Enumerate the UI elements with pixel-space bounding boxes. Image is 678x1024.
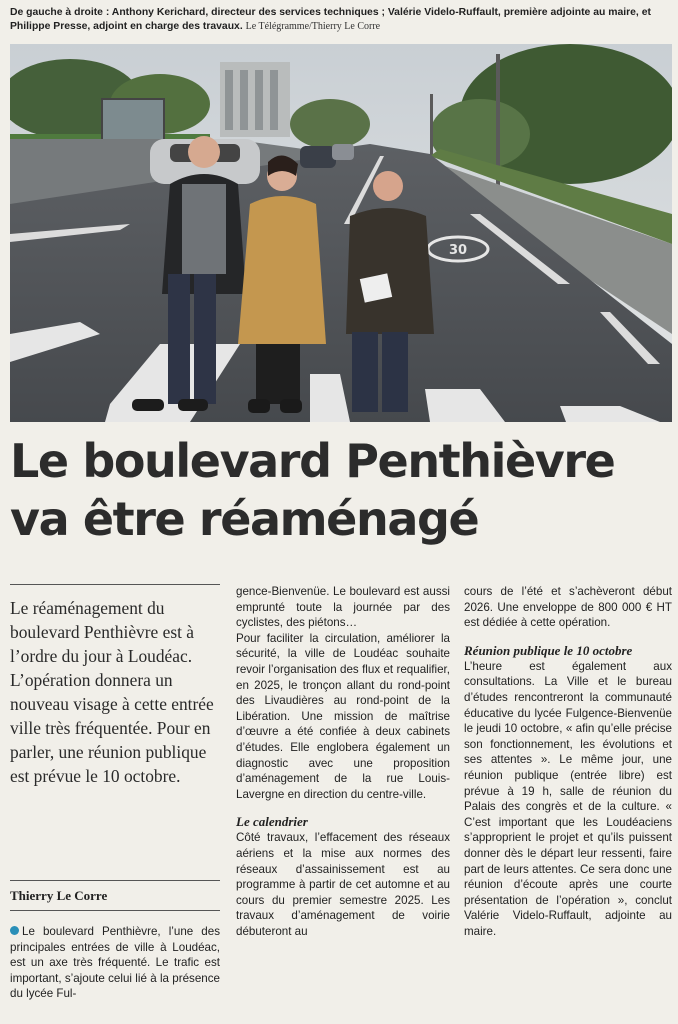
lead-top-rule bbox=[10, 584, 220, 585]
article-column-1 bbox=[10, 924, 220, 1002]
body-paragraph: cours de l’été et s’achèveront début 2026. Une enveloppe de 800 000 € HT est dédiée à cette opération. bbox=[464, 585, 672, 630]
street-photo bbox=[10, 44, 672, 422]
body-paragraph: gence-Bienvenüe. Le boulevard est aussi emprunté toute la journée par des cyclistes, des piétons… bbox=[236, 585, 450, 630]
headline-line-1: Le boulevard Penthièvre bbox=[10, 434, 615, 488]
article-column-2 bbox=[236, 584, 450, 939]
headline-line-2: va être réaménagé bbox=[10, 492, 479, 546]
photo-caption bbox=[10, 6, 672, 34]
body-paragraph: Côté travaux, l’effacement des réseaux aériens et la mise aux normes des réseaux d’assainissement est au programme à partir de cet automne et au cours du premier semestre 2025. Les travaux d’aménagement de voirie débuteront au bbox=[236, 831, 450, 938]
street-photo-illustration bbox=[10, 44, 672, 422]
paragraph-bullet-icon bbox=[10, 926, 19, 935]
body-paragraph: L’heure est également aux consultations. La Ville et le bureau d’études rencontreront la communauté éducative du lycée Fulgence-Bienvenüe le jeudi 10 octobre, « afin qu’elle précise son fonctionnement, les évolutions et ses attentes ». Le même jour, une réunion publique (entrée libre) est prévue à 19 h, salle de réunion du Palais des congrès et de la culture. « C’est important que les Loudéaciens s’approprient le projet et qu’ils puissent donner dès le départ leur ressenti, faire part de leurs attentes. Ce sera donc une réunion d’écoute après une courte présentation de l’opération », conclut Valérie Videlo-Ruffault, adjointe au maire. bbox=[464, 659, 672, 938]
body-paragraph: Le boulevard Penthièvre, l’une des principales entrées de ville à Loudéac, est un axe très fréquenté. Le trafic est important, s’ajoute celui lié à la présence du lycée Ful- bbox=[10, 925, 220, 1001]
headline bbox=[10, 432, 672, 548]
body-paragraph: Pour faciliter la circulation, améliorer la sécurité, la ville de Loudéac souhaite revoir l’organisation des flux et requalifier, en 2025, le tronçon allant du rond-point des Livaudières au rond-point de la Libération. Une mission de maîtrise d’œuvre a été confiée à deux cabinets d’études. Elle englobera également un diagnostic avec une proposition d’aménagement de la rue Louis-Lavergne en direction du centre-ville. bbox=[236, 631, 450, 801]
byline-bottom-rule bbox=[10, 910, 220, 911]
lead-paragraph: Le réaménagement du boulevard Penthièvre est à l’ordre du jour à Loudéac. L’opération donnera un nouveau visage à cette entrée ville très fréquentée. Pour en parler, une réunion publique est prévue le 10 octobre. bbox=[10, 598, 214, 786]
subheading-public-meeting: Réunion publique le 10 octobre bbox=[464, 642, 633, 658]
caption-names: De gauche à droite : Anthony Kerichard, directeur des services techniques ; Valérie Videlo-Ruffault, première adjointe au maire, et Philippe Presse, adjoint en charge des travaux. bbox=[10, 7, 651, 32]
byline-top-rule bbox=[10, 880, 220, 881]
subheading-calendar: Le calendrier bbox=[236, 814, 308, 830]
article-column-3 bbox=[464, 584, 672, 939]
photo-credit: Le Télégramme/Thierry Le Corre bbox=[245, 21, 381, 32]
byline: Thierry Le Corre bbox=[10, 888, 108, 903]
speed-marking-number: 30 bbox=[448, 243, 468, 258]
